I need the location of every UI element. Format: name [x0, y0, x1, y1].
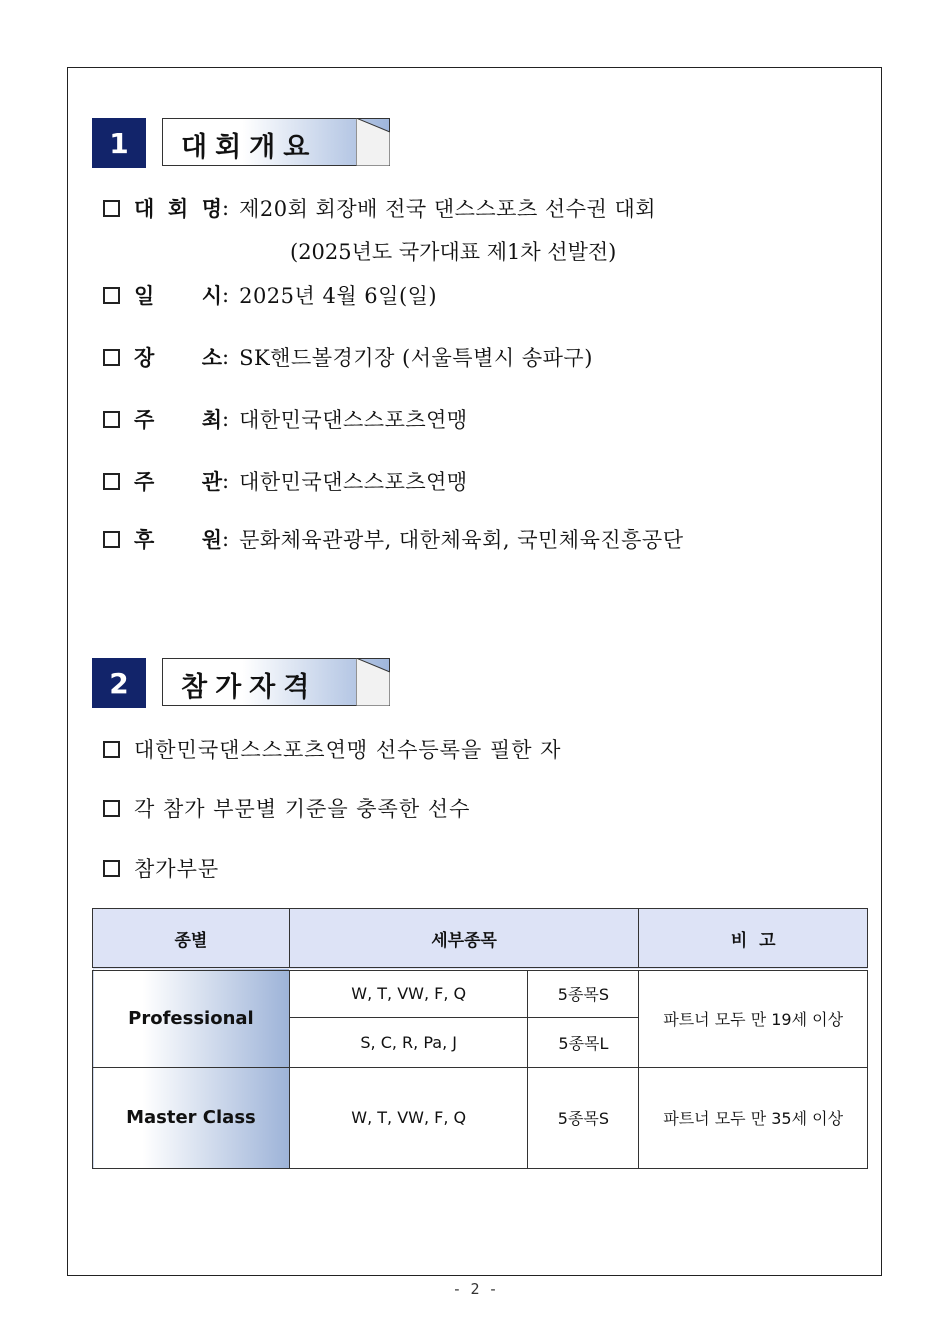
section-2-number: 2: [92, 658, 146, 708]
header-events: 세부종목: [289, 909, 638, 970]
info-label: 주 관: [134, 469, 222, 494]
note-cell: 파트너 모두 만 19세 이상: [639, 969, 868, 1067]
section-1-title: 대회개요: [181, 132, 318, 163]
info-label: 주 최: [134, 407, 222, 432]
info-value: 대한민국댄스스포츠연맹: [239, 408, 468, 432]
checkbox-icon: [103, 200, 120, 217]
info-value: 문화체육관광부, 대한체육회, 국민체육진흥공단: [239, 528, 684, 552]
section-2-title-box: [162, 658, 390, 706]
info-subtitle: (2025년도 국가대표 제1차 선발전): [290, 240, 617, 264]
table-row: [93, 969, 868, 1017]
checkbox-icon: [103, 531, 120, 548]
eligibility-item: 참가부문: [103, 853, 219, 883]
events-cell: W, T, VW, F, Q: [289, 969, 528, 1017]
info-value: 2025년 4월 6일(일): [239, 284, 438, 308]
info-label: 대 회 명: [134, 196, 222, 221]
section-2-title: 참가자격: [181, 672, 318, 703]
events-cell: S, C, R, Pa, J: [289, 1017, 528, 1067]
page-number: - 2 -: [452, 1280, 498, 1298]
table-row: [93, 1067, 868, 1168]
note-cell: 파트너 모두 만 35세 이상: [639, 1067, 868, 1168]
checkbox-icon: [103, 741, 120, 758]
category-cell: Master Class: [93, 1067, 290, 1168]
checkbox-icon: [103, 411, 120, 428]
info-row-date: 일 시 : 2025년 4월 6일(일): [103, 280, 437, 310]
info-label: 장 소: [134, 345, 222, 370]
info-row-sponsor: 후 원 : 문화체육관광부, 대한체육회, 국민체육진흥공단: [103, 524, 684, 554]
info-row-host: 주 최 : 대한민국댄스스포츠연맹: [103, 404, 468, 434]
section-1-number: 1: [92, 118, 146, 168]
division-table: [92, 908, 868, 1169]
checkbox-icon: [103, 860, 120, 877]
corner-fold-icon: [356, 118, 390, 166]
checkbox-icon: [103, 287, 120, 304]
corner-fold-icon: [356, 658, 390, 706]
category-cell: Professional: [93, 969, 290, 1067]
info-row-venue: 장 소 : SK핸드볼경기장 (서울특별시 송파구): [103, 342, 593, 372]
info-value: 제20회 회장배 전국 댄스스포츠 선수권 대회: [239, 197, 657, 221]
info-row-organizer: 주 관 : 대한민국댄스스포츠연맹: [103, 466, 468, 496]
count-cell: 5종목L: [528, 1017, 639, 1067]
header-note: 비 고: [639, 909, 868, 970]
info-value: 대한민국댄스스포츠연맹: [239, 470, 468, 494]
info-row-name: 대 회 명 : 제20회 회장배 전국 댄스스포츠 선수권 대회: [103, 193, 656, 223]
checkbox-icon: [103, 473, 120, 490]
section-1-title-box: [162, 118, 390, 166]
info-label: 후 원: [134, 527, 222, 552]
checkbox-icon: [103, 800, 120, 817]
info-label: 일 시: [134, 283, 222, 308]
eligibility-item: 각 참가 부문별 기준을 충족한 선수: [103, 793, 470, 823]
events-cell: W, T, VW, F, Q: [289, 1067, 528, 1168]
count-cell: 5종목S: [528, 1067, 639, 1168]
eligibility-item: 대한민국댄스스포츠연맹 선수등록을 필한 자: [103, 734, 561, 764]
header-category: 종별: [93, 909, 290, 970]
checkbox-icon: [103, 349, 120, 366]
count-cell: 5종목S: [528, 969, 639, 1017]
table-header-row: [93, 909, 868, 970]
info-value: SK핸드볼경기장 (서울특별시 송파구): [239, 346, 593, 370]
